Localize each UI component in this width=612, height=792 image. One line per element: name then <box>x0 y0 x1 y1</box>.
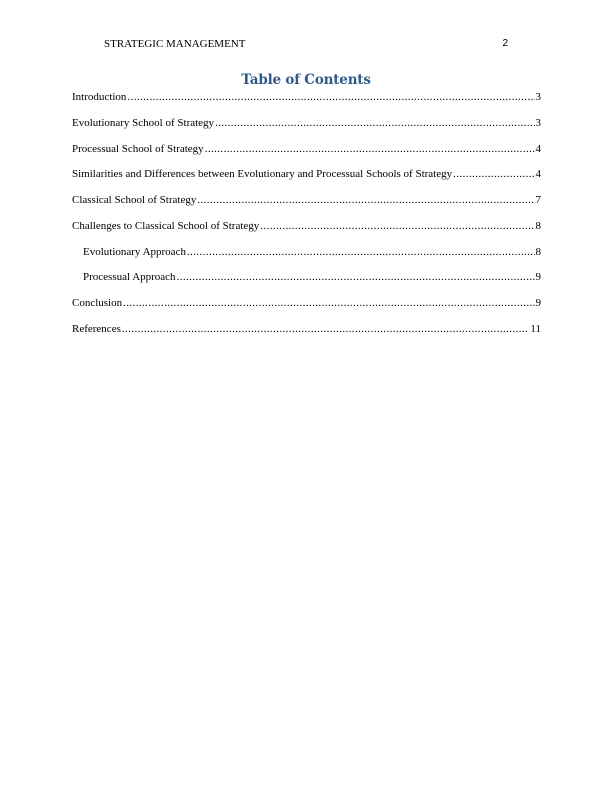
toc-entry-page: 3 <box>535 116 541 129</box>
toc-leader-dots <box>127 90 534 104</box>
toc-entry-page: 9 <box>535 271 541 284</box>
header-title: STRATEGIC MANAGEMENT <box>104 38 246 50</box>
header-page-number: 2 <box>502 38 508 49</box>
running-header <box>104 37 508 51</box>
toc-leader-dots <box>205 142 535 156</box>
toc-entry-processual-approach[interactable] <box>72 270 541 284</box>
toc-entry-conclusion[interactable] <box>72 296 541 310</box>
toc-entry-label: Challenges to Classical School of Strategy <box>72 219 260 232</box>
toc-entry-label: Conclusion <box>72 297 123 309</box>
toc-entry-page: 8 <box>535 245 541 258</box>
toc-entry-challenges[interactable] <box>72 219 541 233</box>
toc-entry-label: Classical School of Strategy <box>72 194 197 206</box>
table-of-contents <box>72 90 541 348</box>
toc-entry-page: 11 <box>530 322 541 335</box>
toc-leader-dots <box>177 270 535 284</box>
toc-entry-page: 9 <box>535 297 541 309</box>
toc-entry-page: 3 <box>535 91 541 103</box>
toc-entry-label: References <box>72 322 121 335</box>
toc-entry-processual-school[interactable] <box>72 142 541 156</box>
toc-entry-label: Introduction <box>72 91 127 103</box>
toc-entry-label: Processual Approach <box>83 271 176 284</box>
toc-entry-label: Evolutionary Approach <box>83 245 186 258</box>
toc-entry-label: Processual School of Strategy <box>72 142 204 155</box>
toc-leader-dots <box>122 322 530 336</box>
toc-entry-label: Similarities and Differences between Evolutionary and Processual Schools of Strategy <box>72 168 453 181</box>
toc-entry-classical-school[interactable] <box>72 193 541 207</box>
toc-entry-page: 8 <box>535 219 541 232</box>
toc-entry-page: 7 <box>535 194 541 206</box>
toc-leader-dots <box>215 116 534 130</box>
toc-entry-introduction[interactable] <box>72 90 541 104</box>
toc-entry-references[interactable] <box>72 322 541 336</box>
toc-entry-evolutionary-approach[interactable] <box>72 245 541 259</box>
toc-heading: Table of Contents <box>241 72 371 88</box>
toc-entry-page: 4 <box>535 142 541 155</box>
toc-entry-page: 4 <box>535 168 541 181</box>
toc-leader-dots <box>197 193 534 207</box>
toc-leader-dots <box>187 245 535 259</box>
toc-leader-dots <box>453 167 534 181</box>
toc-leader-dots <box>260 219 534 233</box>
toc-entry-evolutionary-school[interactable] <box>72 116 541 130</box>
toc-entry-similarities-differences[interactable] <box>72 167 541 181</box>
toc-entry-label: Evolutionary School of Strategy <box>72 116 215 129</box>
toc-leader-dots <box>123 296 534 310</box>
